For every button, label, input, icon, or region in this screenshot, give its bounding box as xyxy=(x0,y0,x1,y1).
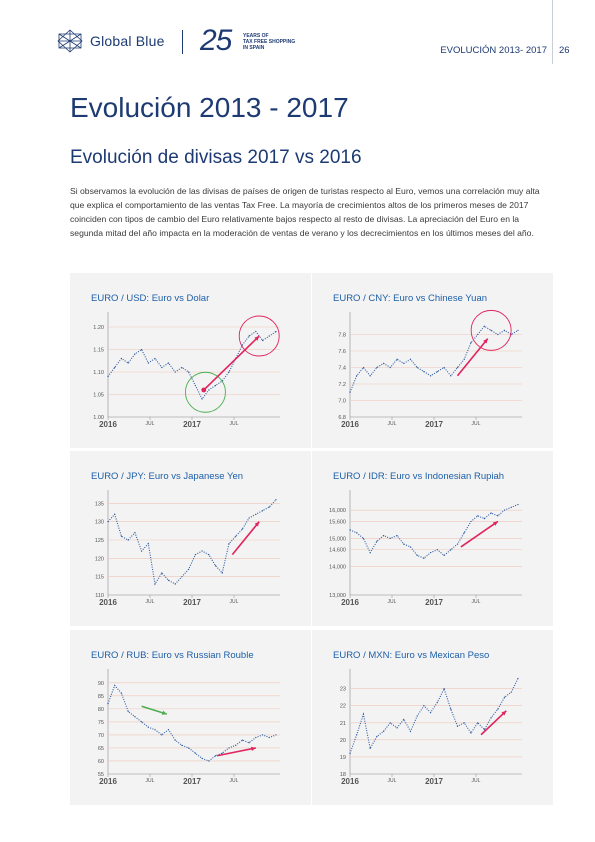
x-tick-label: 2016 xyxy=(99,777,117,786)
data-point xyxy=(497,515,498,516)
data-point xyxy=(450,709,451,710)
data-point xyxy=(383,535,384,536)
data-point xyxy=(491,330,492,331)
data-point xyxy=(168,362,169,363)
y-tick-label: 1.15 xyxy=(93,347,104,354)
data-point xyxy=(188,569,189,570)
data-point xyxy=(443,688,444,689)
chart-title: EURO / IDR: Euro vs Indonesian Rupiah xyxy=(333,471,505,482)
data-point xyxy=(450,375,451,376)
x-tick-label: 2017 xyxy=(425,420,443,429)
data-point xyxy=(464,359,465,360)
data-point xyxy=(470,342,471,343)
y-tick-label: 65 xyxy=(97,745,104,752)
x-tick-label: JUL xyxy=(229,421,239,427)
data-point xyxy=(208,389,209,390)
y-tick-label: 85 xyxy=(97,693,104,700)
data-point xyxy=(188,747,189,748)
data-point xyxy=(201,398,202,399)
data-point xyxy=(161,367,162,368)
y-tick-label: 1.00 xyxy=(93,415,104,421)
y-tick-label: 120 xyxy=(94,556,104,563)
data-point xyxy=(396,359,397,360)
data-point xyxy=(517,678,518,679)
data-point xyxy=(484,729,485,730)
data-point xyxy=(457,543,458,544)
y-tick-label: 75 xyxy=(97,719,104,726)
data-point xyxy=(161,572,162,573)
chart-title: EURO / MXN: Euro vs Mexican Peso xyxy=(333,650,490,661)
data-point xyxy=(107,703,108,704)
data-point xyxy=(208,760,209,761)
y-tick-label: 21 xyxy=(339,720,346,727)
data-point xyxy=(128,539,129,540)
page-number-divider xyxy=(552,0,553,64)
data-point xyxy=(423,371,424,372)
x-tick-label: 2016 xyxy=(341,420,359,429)
chart-svg xyxy=(70,630,311,805)
data-point xyxy=(376,367,377,368)
chart-panel-idr xyxy=(312,451,553,626)
data-point xyxy=(215,565,216,566)
data-point xyxy=(107,376,108,377)
data-point xyxy=(349,753,350,754)
data-point xyxy=(457,367,458,368)
data-point xyxy=(275,734,276,735)
data-point xyxy=(269,506,270,507)
highlight-circle xyxy=(185,372,225,412)
x-tick-label: 2017 xyxy=(183,598,201,607)
data-point xyxy=(410,359,411,360)
section-label: EVOLUCIÓN 2013- 2017 xyxy=(440,45,547,56)
trend-arrow xyxy=(232,522,259,555)
series-line xyxy=(350,678,518,753)
data-point xyxy=(154,729,155,730)
data-point xyxy=(114,685,115,686)
y-tick-label: 13,000 xyxy=(329,593,346,599)
data-point xyxy=(403,719,404,720)
x-tick-label: JUL xyxy=(229,778,239,784)
chart-panel-cny xyxy=(312,273,553,448)
data-point xyxy=(370,748,371,749)
data-point xyxy=(363,367,364,368)
x-tick-label: 2016 xyxy=(341,598,359,607)
data-point xyxy=(235,536,236,537)
trend-arrow xyxy=(458,339,488,376)
data-point xyxy=(464,722,465,723)
data-point xyxy=(464,532,465,533)
data-point xyxy=(201,550,202,551)
data-point xyxy=(141,721,142,722)
chart-svg xyxy=(312,630,553,805)
data-point xyxy=(228,543,229,544)
data-point xyxy=(215,385,216,386)
chart-svg xyxy=(70,273,311,448)
global-blue-logo-icon xyxy=(55,28,85,54)
y-tick-label: 1.10 xyxy=(93,370,104,376)
data-point xyxy=(121,693,122,694)
data-point xyxy=(423,558,424,559)
data-point xyxy=(168,729,169,730)
page-number: 26 xyxy=(559,45,570,56)
chart-title: EURO / RUB: Euro vs Russian Rouble xyxy=(91,650,254,661)
chart-title: EURO / CNY: Euro vs Chinese Yuan xyxy=(333,293,488,304)
data-point xyxy=(181,367,182,368)
x-tick-label: JUL xyxy=(471,599,481,605)
data-point xyxy=(134,353,135,354)
data-point xyxy=(141,550,142,551)
data-point xyxy=(222,753,223,754)
y-tick-label: 115 xyxy=(95,574,104,581)
data-point xyxy=(430,552,431,553)
data-point xyxy=(255,331,256,332)
data-point xyxy=(370,552,371,553)
data-point xyxy=(383,363,384,364)
y-tick-label: 15,600 xyxy=(329,519,346,526)
y-tick-label: 18 xyxy=(339,772,346,778)
y-tick-label: 7.0 xyxy=(338,398,346,405)
chart-panel-rub xyxy=(70,630,311,805)
y-tick-label: 23 xyxy=(339,686,346,693)
data-point xyxy=(356,532,357,533)
data-point xyxy=(417,715,418,716)
data-point xyxy=(188,371,189,372)
data-point xyxy=(437,371,438,372)
x-tick-label: 2017 xyxy=(183,777,201,786)
data-point xyxy=(249,335,250,336)
data-point xyxy=(491,717,492,718)
data-point xyxy=(477,515,478,516)
data-point xyxy=(383,731,384,732)
data-point xyxy=(242,740,243,741)
data-point xyxy=(376,736,377,737)
intro-paragraph: Si observamos la evolución de las divisas de países de origen de turistas respecto al Euro, vemos una correlación muy alta que explica el comportamiento de las ventas Tax Free. La mayoría de crecimientos altos de los primeros meses de 2017 coinciden con tipos de cambio del Euro relativamente bajos respecto al resto de divisas. La apreciación del Euro en la segunda mitad del año impacta en la moderación de ventas de verano y los decrecimientos en los últimos meses del año. xyxy=(70,186,540,238)
chart-svg xyxy=(312,451,553,626)
data-point xyxy=(504,510,505,511)
data-point xyxy=(255,737,256,738)
data-point xyxy=(403,363,404,364)
data-point xyxy=(175,740,176,741)
data-point xyxy=(121,536,122,537)
y-tick-label: 7.8 xyxy=(338,332,346,339)
series-line xyxy=(350,326,518,392)
data-point xyxy=(269,335,270,336)
series-line xyxy=(350,505,518,559)
x-tick-label: 2016 xyxy=(341,777,359,786)
data-point xyxy=(208,554,209,555)
data-point xyxy=(417,367,418,368)
data-point xyxy=(228,371,229,372)
y-tick-label: 19 xyxy=(339,754,346,761)
page-title: Evolución 2013 - 2017 xyxy=(70,92,349,123)
data-point xyxy=(443,367,444,368)
data-point xyxy=(423,705,424,706)
chart-svg xyxy=(70,451,311,626)
data-point xyxy=(262,340,263,341)
header-divider xyxy=(182,30,183,54)
data-point xyxy=(430,712,431,713)
data-point xyxy=(107,521,108,522)
data-point xyxy=(181,576,182,577)
data-point xyxy=(161,734,162,735)
data-point xyxy=(437,702,438,703)
y-tick-label: 1.05 xyxy=(93,392,104,399)
data-point xyxy=(275,499,276,500)
trend-arrow xyxy=(204,336,259,390)
data-point xyxy=(275,331,276,332)
x-tick-label: 2016 xyxy=(99,420,117,429)
data-point xyxy=(148,727,149,728)
data-point xyxy=(417,555,418,556)
data-point xyxy=(396,535,397,536)
brand-name: Global Blue xyxy=(90,33,165,49)
y-tick-label: 70 xyxy=(97,732,104,739)
chart-svg xyxy=(312,273,553,448)
data-point xyxy=(215,755,216,756)
data-point xyxy=(262,734,263,735)
data-point xyxy=(128,711,129,712)
data-point xyxy=(349,529,350,530)
data-point xyxy=(457,726,458,727)
data-point xyxy=(470,521,471,522)
data-point xyxy=(437,549,438,550)
y-tick-label: 7.2 xyxy=(338,382,346,388)
y-tick-label: 80 xyxy=(97,706,104,713)
data-point xyxy=(195,554,196,555)
y-tick-label: 15,000 xyxy=(329,536,346,543)
data-point xyxy=(517,330,518,331)
data-point xyxy=(390,367,391,368)
data-point xyxy=(128,362,129,363)
data-point xyxy=(517,504,518,505)
data-point xyxy=(376,541,377,542)
data-point xyxy=(497,334,498,335)
x-tick-label: JUL xyxy=(145,778,155,784)
data-point xyxy=(195,753,196,754)
y-tick-label: 14,600 xyxy=(329,547,346,554)
x-tick-label: 2017 xyxy=(183,420,201,429)
series-line xyxy=(108,332,276,400)
x-tick-label: JUL xyxy=(145,421,155,427)
data-point xyxy=(470,732,471,733)
page-subtitle: Evolución de divisas 2017 vs 2016 xyxy=(70,147,362,168)
series-line xyxy=(108,500,276,584)
tagline-line: YEARS OF xyxy=(243,33,269,39)
data-point xyxy=(430,375,431,376)
data-point xyxy=(168,580,169,581)
data-point xyxy=(134,716,135,717)
data-point xyxy=(450,549,451,550)
data-point xyxy=(269,737,270,738)
data-point xyxy=(175,583,176,584)
data-point xyxy=(390,722,391,723)
data-point xyxy=(504,330,505,331)
y-tick-label: 90 xyxy=(97,680,104,687)
data-point xyxy=(363,538,364,539)
data-point xyxy=(356,375,357,376)
data-point xyxy=(154,583,155,584)
data-point xyxy=(249,517,250,518)
trend-arrow xyxy=(217,748,256,756)
x-tick-label: JUL xyxy=(387,421,397,427)
y-tick-label: 20 xyxy=(339,737,346,744)
x-tick-label: JUL xyxy=(387,599,397,605)
x-tick-label: 2017 xyxy=(425,598,443,607)
x-tick-label: JUL xyxy=(229,599,239,605)
x-tick-label: JUL xyxy=(145,599,155,605)
data-point xyxy=(410,731,411,732)
data-point xyxy=(484,518,485,519)
anniversary-number: 25 xyxy=(200,24,232,57)
data-point xyxy=(443,555,444,556)
data-point xyxy=(235,745,236,746)
data-point xyxy=(477,722,478,723)
y-tick-label: 1.20 xyxy=(93,325,104,331)
data-point xyxy=(141,349,142,350)
data-point xyxy=(228,747,229,748)
data-point xyxy=(511,691,512,692)
x-tick-label: JUL xyxy=(387,778,397,784)
data-point xyxy=(121,358,122,359)
data-point xyxy=(195,385,196,386)
data-point xyxy=(403,543,404,544)
x-tick-label: 2016 xyxy=(99,598,117,607)
data-point xyxy=(134,532,135,533)
data-point xyxy=(410,546,411,547)
data-point xyxy=(356,734,357,735)
data-point xyxy=(262,510,263,511)
y-tick-label: 110 xyxy=(95,593,104,599)
data-point xyxy=(396,727,397,728)
tagline-line: TAX FREE SHOPPING xyxy=(243,39,296,45)
chart-panel-mxn xyxy=(312,630,553,805)
y-tick-label: 7.4 xyxy=(338,365,346,372)
y-tick-label: 6.8 xyxy=(338,415,346,421)
x-tick-label: JUL xyxy=(471,421,481,427)
data-point xyxy=(154,358,155,359)
data-point xyxy=(242,528,243,529)
chart-panel-usd xyxy=(70,273,311,448)
chart-title: EURO / USD: Euro vs Dolar xyxy=(91,293,210,304)
y-tick-label: 125 xyxy=(94,538,104,544)
data-point xyxy=(390,538,391,539)
y-tick-label: 22 xyxy=(339,703,346,710)
data-point xyxy=(114,514,115,515)
data-point xyxy=(497,709,498,710)
chart-title: EURO / JPY: Euro vs Japanese Yen xyxy=(91,471,244,482)
chart-panel-jpy xyxy=(70,451,311,626)
data-point xyxy=(255,514,256,515)
data-point xyxy=(477,334,478,335)
data-point xyxy=(363,714,364,715)
data-point xyxy=(484,326,485,327)
anniversary-tagline xyxy=(243,33,313,51)
y-tick-label: 14,000 xyxy=(329,564,346,571)
data-point xyxy=(175,371,176,372)
data-point xyxy=(201,758,202,759)
data-point xyxy=(491,512,492,513)
y-tick-label: 130 xyxy=(94,519,104,526)
trend-arrow xyxy=(461,521,498,546)
page-header xyxy=(0,0,595,70)
x-tick-label: 2017 xyxy=(425,777,443,786)
y-tick-label: 55 xyxy=(97,772,104,778)
data-point xyxy=(148,543,149,544)
data-point xyxy=(114,367,115,368)
data-point xyxy=(148,362,149,363)
data-point xyxy=(349,392,350,393)
data-point xyxy=(222,572,223,573)
data-point xyxy=(181,745,182,746)
y-tick-label: 7.6 xyxy=(338,349,346,355)
tagline-line: IN SPAIN xyxy=(243,45,265,51)
data-point xyxy=(249,742,250,743)
data-point xyxy=(511,507,512,508)
arrow-origin-dot xyxy=(201,388,206,393)
data-point xyxy=(504,697,505,698)
x-tick-label: JUL xyxy=(471,778,481,784)
y-tick-label: 135 xyxy=(94,501,104,508)
y-tick-label: 16,000 xyxy=(329,508,346,515)
data-point xyxy=(370,375,371,376)
y-tick-label: 60 xyxy=(97,758,104,765)
